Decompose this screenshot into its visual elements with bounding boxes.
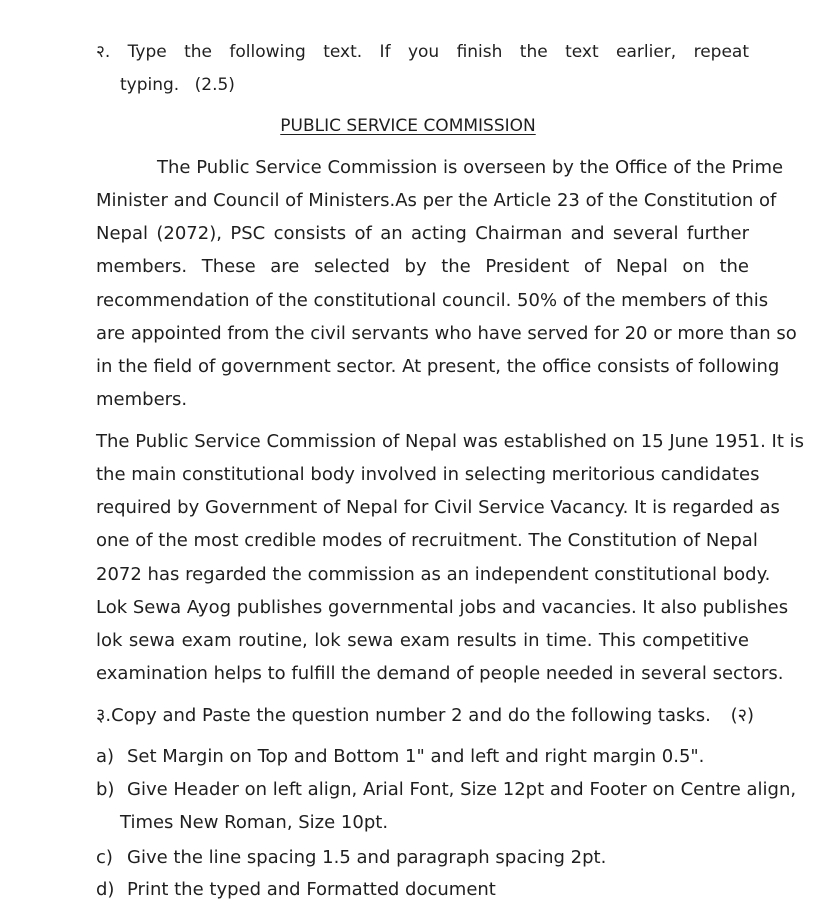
paragraph2-line: Lok Sewa Ayog publishes governmental jobs and vacancies. It also publishes	[96, 597, 789, 618]
question-3-instruction	[96, 704, 754, 728]
paragraph2-line: 2072 has regarded the commission as an independent constitutional body.	[96, 564, 771, 585]
task-a-text: Set Margin on Top and Bottom 1" and left and right margin 0.5".	[127, 746, 705, 767]
task-c-label: c)	[96, 847, 113, 868]
question-2-number: २.	[96, 42, 111, 62]
paragraph2-line: examination helps to fulfill the demand of people needed in several sectors.	[96, 663, 784, 684]
task-d-label: d)	[96, 879, 115, 900]
task-a-label: a)	[96, 746, 115, 767]
task-b-text-line2: Times New Roman, Size 10pt.	[120, 812, 389, 833]
paragraph1-line: The Public Service Commission is overseen by the Office of the Prime	[157, 157, 784, 178]
task-d-text: Print the typed and Formatted document	[127, 879, 496, 900]
question-2-instruction	[96, 40, 749, 64]
paragraph2-line: The Public Service Commission of Nepal was established on 15 June 1951. It is	[96, 431, 805, 452]
question-3-marks: (२)	[730, 705, 755, 726]
paragraph2-line: the main constitutional body involved in selecting meritorious candidates	[96, 464, 760, 485]
paragraph2-line: lok sewa exam routine, lok sewa exam results in time. This competitive	[96, 630, 749, 651]
paragraph2-line: one of the most credible modes of recruitment. The Constitution of Nepal	[96, 530, 758, 551]
question-2-text-line2: typing.	[120, 75, 180, 95]
question-2-instruction-line2	[120, 73, 235, 97]
document-title: PUBLIC SERVICE COMMISSION	[280, 116, 536, 136]
paragraph1-line: are appointed from the civil servants who have served for 20 or more than so	[96, 323, 797, 344]
question-2-marks: (2.5)	[194, 75, 235, 95]
task-c-text: Give the line spacing 1.5 and paragraph spacing 2pt.	[127, 847, 607, 868]
paragraph1-line: members.	[96, 389, 188, 410]
paragraph1-line: Nepal (2072), PSC consists of an acting Chairman and several further	[96, 223, 749, 244]
paragraph1-line: Minister and Council of Ministers.As per the Article 23 of the Constitution of	[96, 190, 777, 211]
task-b-label: b)	[96, 779, 115, 800]
task-b-text: Give Header on left align, Arial Font, Size 12pt and Footer on Centre align,	[127, 779, 797, 800]
paragraph1-line: recommendation of the constitutional council. 50% of the members of this	[96, 290, 769, 311]
question-3-number: ३.	[96, 705, 112, 726]
question-3-text: Copy and Paste the question number 2 and do the following tasks.	[111, 705, 711, 726]
question-2-text-line1: Type the following text. If you finish the text earlier, repeat	[127, 42, 750, 62]
paragraph2-line: required by Government of Nepal for Civil Service Vacancy. It is regarded as	[96, 497, 780, 518]
paragraph1-line: in the field of government sector. At present, the office consists of following	[96, 356, 780, 377]
paragraph1-line: members. These are selected by the President of Nepal on the	[96, 256, 749, 277]
